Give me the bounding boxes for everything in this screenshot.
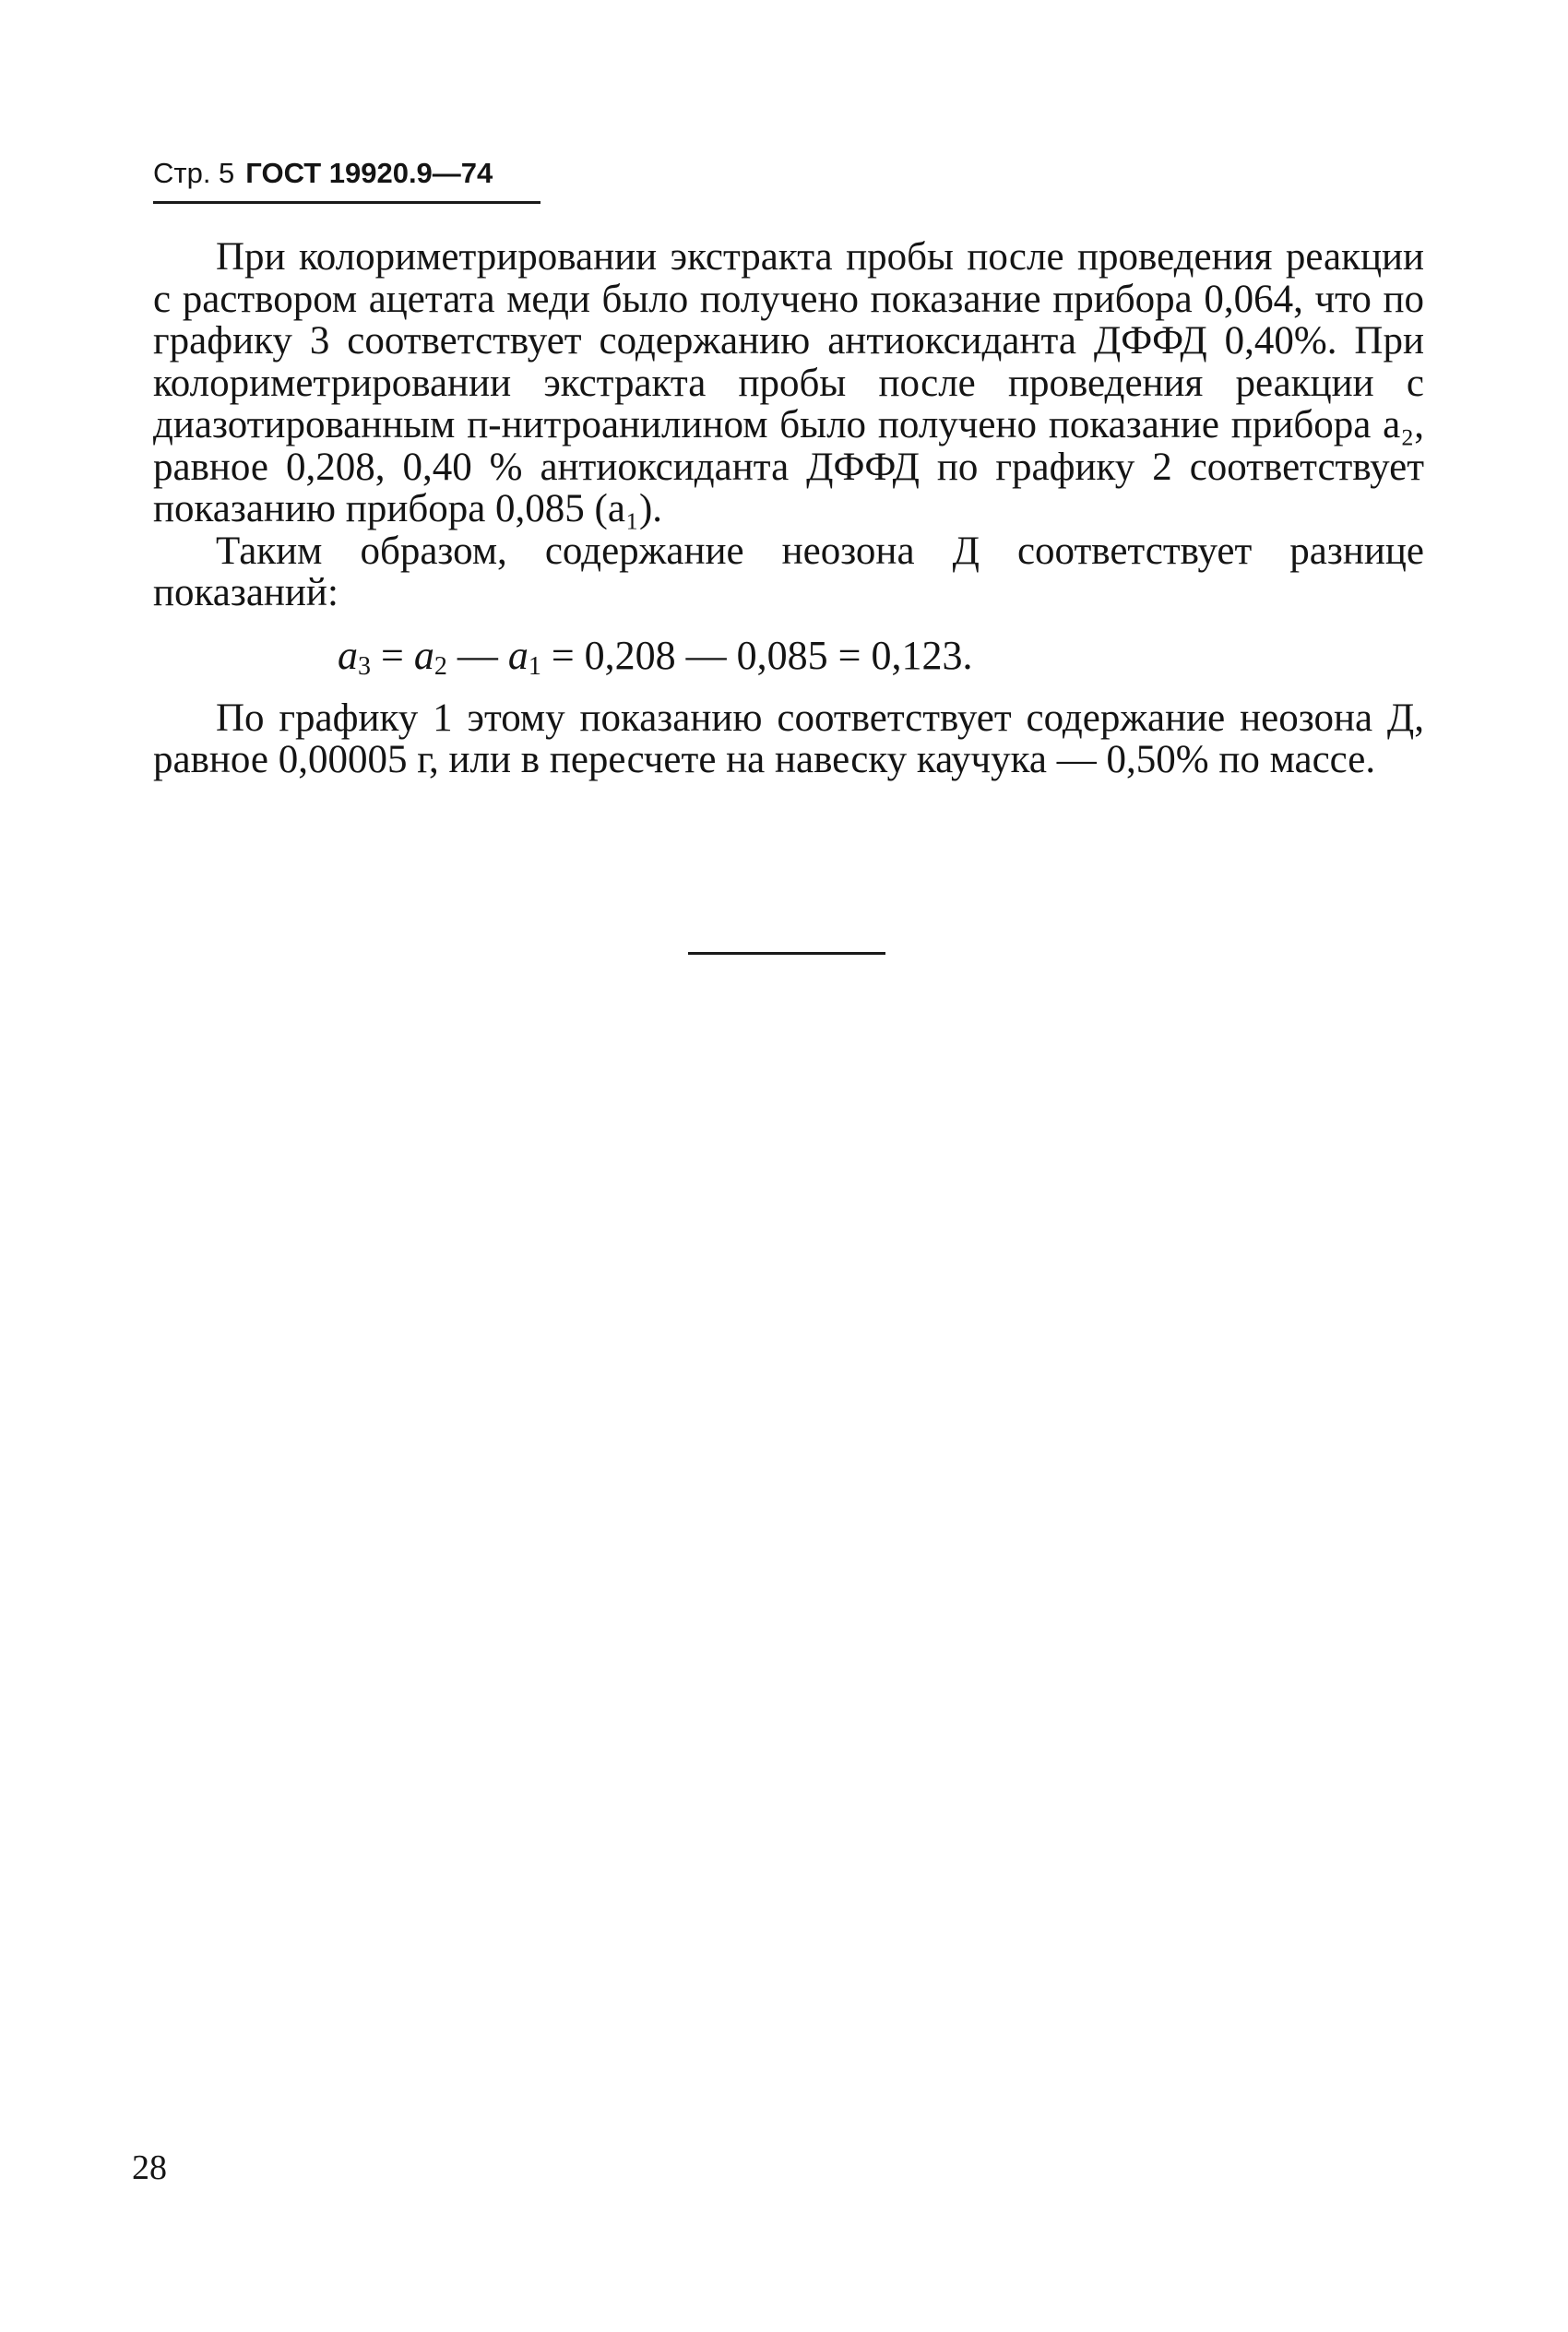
difference-formula: [153, 627, 1424, 684]
formula-var-a3: a: [338, 632, 358, 678]
formula-equals: =: [371, 632, 414, 678]
formula-minus: —: [446, 632, 508, 678]
page-number: 28: [132, 2148, 167, 2187]
page-header: [153, 155, 493, 192]
formula-var-a2: a: [413, 632, 434, 678]
standard-number: ГОСТ 19920.9—74: [245, 157, 493, 189]
page-label: Стр. 5: [153, 157, 235, 189]
paragraph-difference: Таким образом, содержание неозона Д соответствует разнице показаний:: [153, 529, 1424, 614]
document-body: [153, 236, 1424, 781]
formula-sub-1: 1: [528, 651, 541, 681]
formula-result: = 0,208 — 0,085 = 0,123.: [540, 632, 973, 678]
formula-var-a1: a: [507, 632, 529, 678]
header-underline: [153, 201, 540, 204]
paragraph-colorimetry: При колориметрировании экстракта пробы после проведения реакции с раствором ацетата меди было получено показание прибора 0,064, что по графику 3 соответствует содержанию антиоксиданта ДФФД 0,40%. При колориметрировании экстракта пробы после проведения реакции с диазотированным п-нитроанилином было получено показание прибора а₂, равное 0,208, 0,40 % антиоксиданта ДФФД по графику 2 соответствует показанию прибора 0,085 (а₁).: [153, 235, 1424, 530]
section-end-rule: [688, 952, 885, 955]
paragraph-conclusion: По графику 1 этому показанию соответствует содержание неозона Д, равное 0,00005 г, или в пересчете на навеску каучука — 0,50% по массе.: [153, 696, 1424, 781]
formula-sub-2: 2: [434, 651, 447, 681]
formula-sub-3: 3: [358, 651, 371, 681]
